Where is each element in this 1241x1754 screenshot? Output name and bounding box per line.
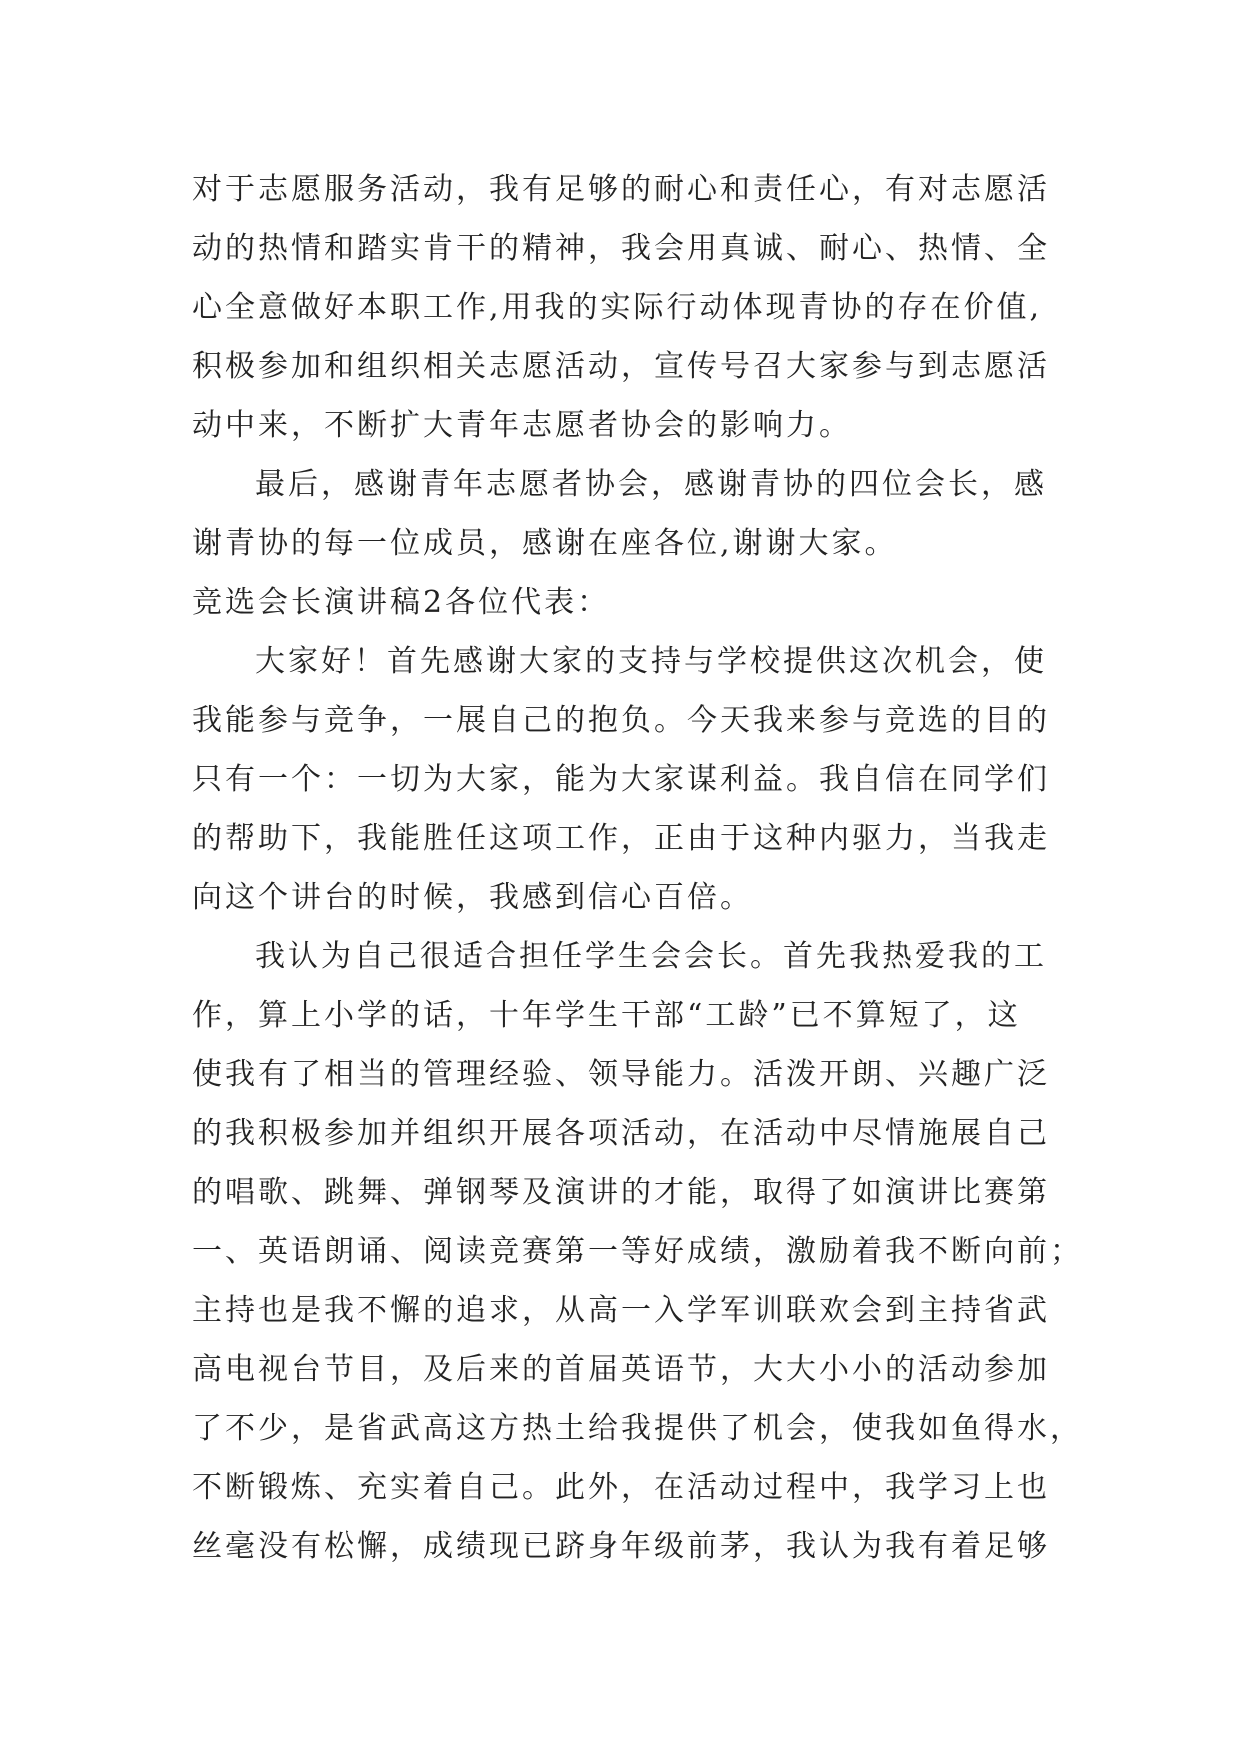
text-line: 谢青协的每一位成员，感谢在座各位,谢谢大家。 — [192, 526, 898, 561]
text-line: 作，算上小学的话，十年学生干部“工龄”已不算短了，这 — [192, 998, 1021, 1033]
text-line: 动的热情和踏实肯干的精神，我会用真诚、耐心、热情、全 — [192, 231, 1050, 266]
text-line: 向这个讲台的时候，我感到信心百倍。 — [192, 880, 753, 915]
text-line: 对于志愿服务活动，我有足够的耐心和责任心，有对志愿活 — [192, 172, 1050, 207]
text-line: 主持也是我不懈的追求，从高一入学军训联欢会到主持省武 — [192, 1293, 1050, 1328]
text-line: 高电视台节目，及后来的首届英语节，大大小小的活动参加 — [192, 1352, 1050, 1387]
text-line: 了不少，是省武高这方热土给我提供了机会，使我如鱼得水， — [192, 1411, 1083, 1446]
paragraph-first-line: 大家好！首先感谢大家的支持与学校提供这次机会，使 — [255, 644, 1047, 679]
paragraph-first-line: 我认为自己很适合担任学生会会长。首先我热爱我的工 — [255, 939, 1047, 974]
text-line: 丝毫没有松懈，成绩现已跻身年级前茅，我认为我有着足够 — [192, 1529, 1050, 1564]
text-line: 只有一个：一切为大家，能为大家谋利益。我自信在同学们 — [192, 762, 1050, 797]
text-line: 不断锻炼、充实着自己。此外，在活动过程中，我学习上也 — [192, 1470, 1050, 1505]
text-line: 的帮助下，我能胜任这项工作，正由于这种内驱力，当我走 — [192, 821, 1050, 856]
text-line: 动中来，不断扩大青年志愿者协会的影响力。 — [192, 408, 852, 443]
text-line: 的唱歌、跳舞、弹钢琴及演讲的才能，取得了如演讲比赛第 — [192, 1175, 1050, 1210]
text-line: 心全意做好本职工作,用我的实际行动体现青协的存在价值, — [192, 290, 1043, 325]
document-body — [192, 160, 1083, 1576]
text-line: 我能参与竞争，一展自己的抱负。今天我来参与竞选的目的 — [192, 703, 1050, 738]
text-line: 使我有了相当的管理经验、领导能力。活泼开朗、兴趣广泛 — [192, 1057, 1050, 1092]
paragraph-first-line: 最后，感谢青年志愿者协会，感谢青协的四位会长，感 — [255, 467, 1047, 502]
section-heading: 竞选会长演讲稿2各位代表： — [192, 585, 611, 620]
text-line: 的我积极参加并组织开展各项活动，在活动中尽情施展自己 — [192, 1116, 1050, 1151]
text-line: 一、英语朗诵、阅读竞赛第一等好成绩，激励着我不断向前； — [192, 1234, 1083, 1269]
text-line: 积极参加和组织相关志愿活动，宣传号召大家参与到志愿活 — [192, 349, 1050, 384]
